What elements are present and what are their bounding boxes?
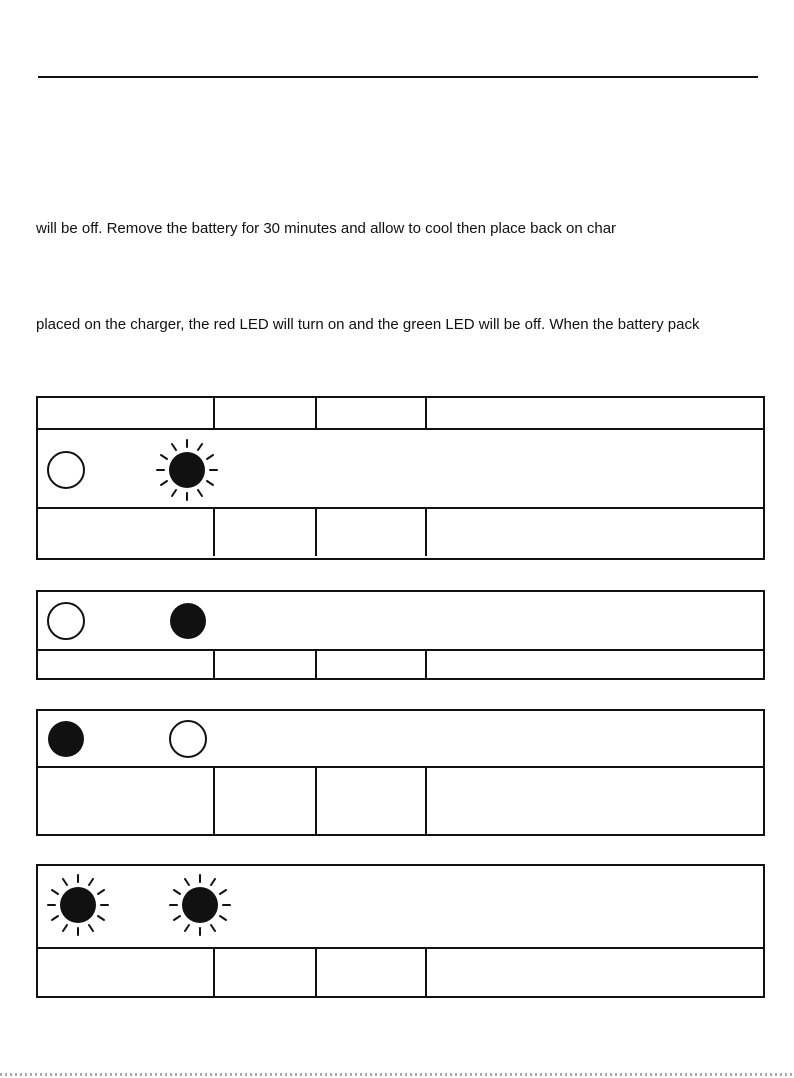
table-cell (315, 768, 425, 834)
table-cell (38, 509, 213, 556)
table-cell (213, 651, 315, 678)
table-cell (315, 398, 425, 428)
led-status-table (36, 590, 765, 680)
table-cell (213, 509, 315, 556)
flashing-led-icon (43, 870, 113, 940)
table-row (38, 649, 763, 678)
flashing-led-icon (165, 870, 235, 940)
flashing-led-icon (152, 435, 222, 505)
table-cell (425, 398, 763, 428)
led-indicator-row (38, 428, 763, 507)
table-cell (38, 768, 213, 834)
paragraph-line: placed on the charger, the red LED will turn on and the green LED will be off. When the battery pack (36, 316, 700, 333)
filled-circle-icon (45, 718, 87, 760)
table-cell (425, 949, 763, 996)
table-cell (213, 768, 315, 834)
table-row (38, 947, 763, 996)
led-indicator-row (38, 592, 763, 649)
table-header-row (38, 398, 763, 428)
circle-outline-icon (45, 449, 87, 491)
table-cell (213, 949, 315, 996)
led-indicator-row (38, 711, 763, 766)
table-cell (213, 398, 315, 428)
table-cell (38, 651, 213, 678)
led-indicator-row (38, 866, 763, 947)
table-cell (425, 651, 763, 678)
table-row (38, 766, 763, 834)
page-edge-artifact (0, 1073, 794, 1076)
circle-outline-icon (167, 718, 209, 760)
table-cell (425, 768, 763, 834)
table-cell (315, 509, 425, 556)
filled-circle-icon (167, 600, 209, 642)
table-cell (315, 949, 425, 996)
table-row (38, 507, 763, 556)
top-rule (38, 76, 758, 78)
led-status-table (36, 396, 765, 560)
led-status-table (36, 709, 765, 836)
led-status-table (36, 864, 765, 998)
table-cell (425, 509, 763, 556)
paragraph-line: will be off. Remove the battery for 30 minutes and allow to cool then place back on char (36, 220, 617, 237)
circle-outline-icon (45, 600, 87, 642)
table-cell (38, 949, 213, 996)
table-cell (38, 398, 213, 428)
table-cell (315, 651, 425, 678)
